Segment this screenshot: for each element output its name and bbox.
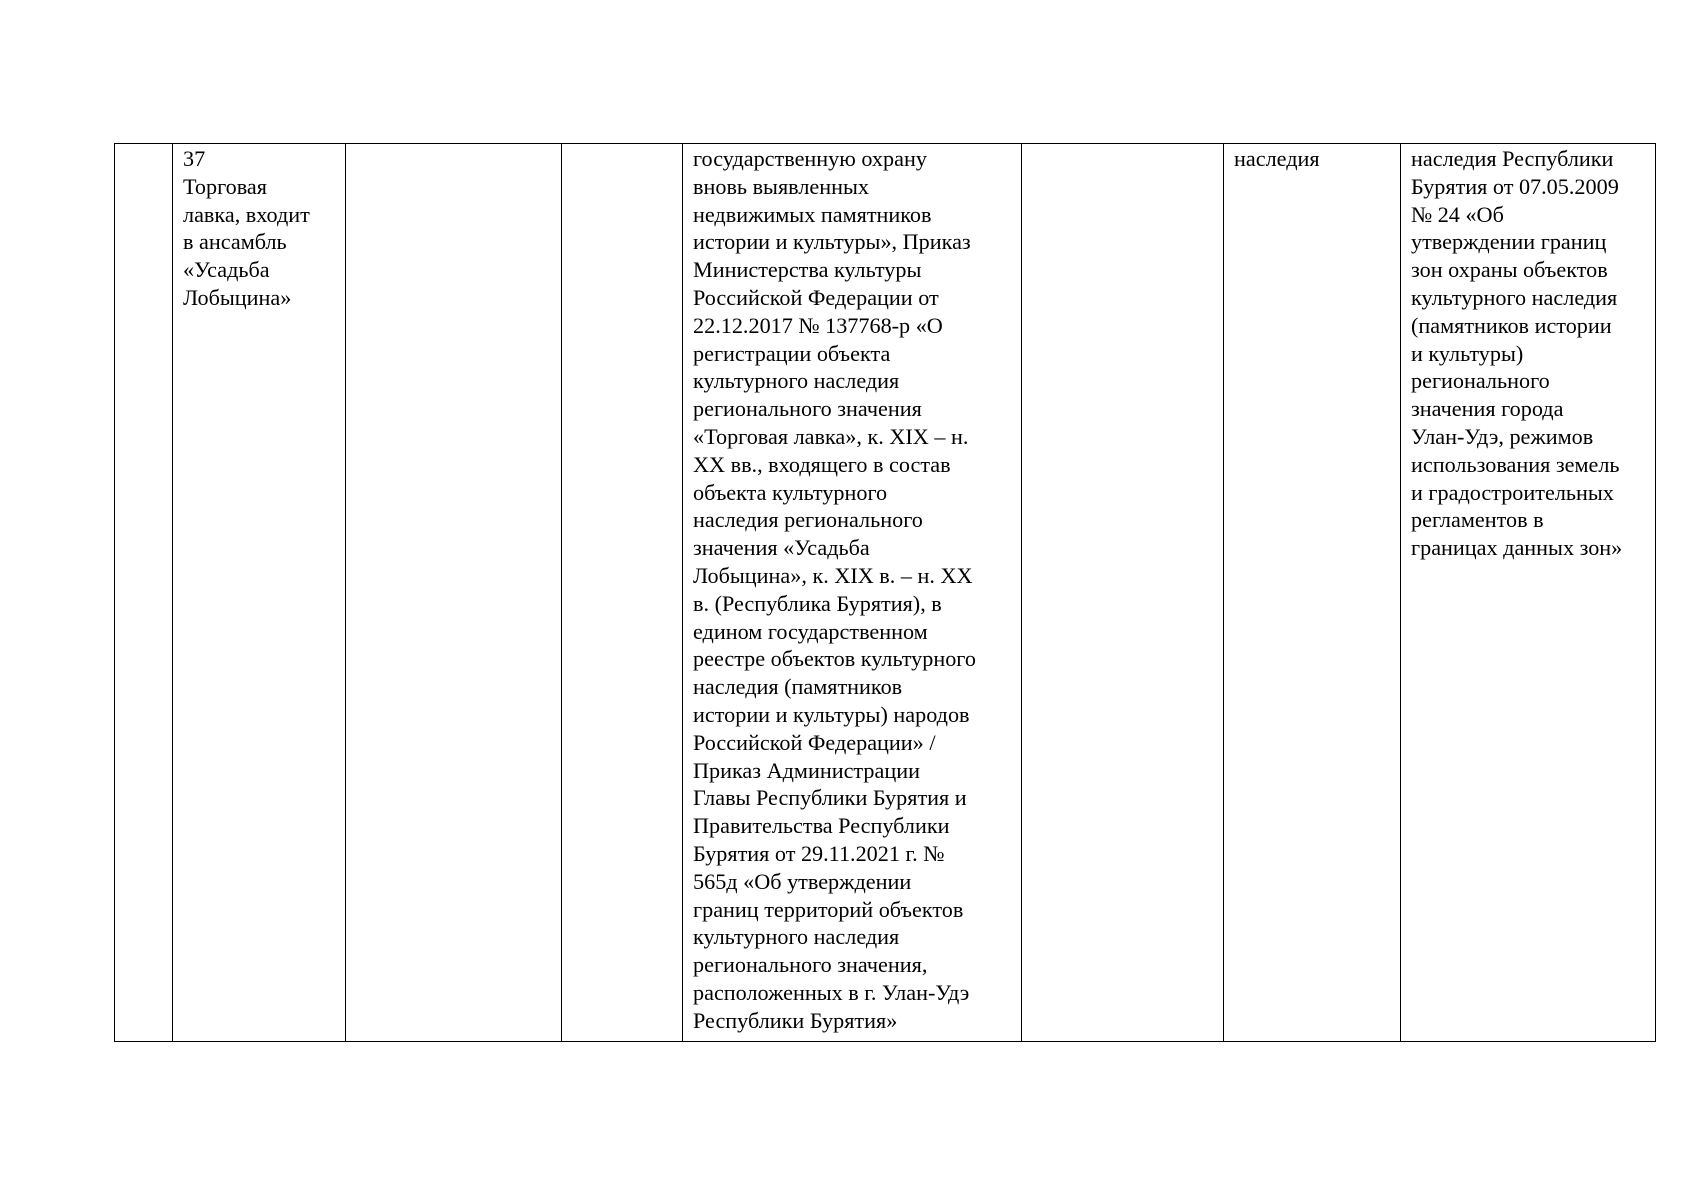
cell-text-line: утверждении границ (1411, 229, 1607, 255)
cell-text-line: регионального значения, (693, 952, 928, 978)
cell-text-line: Лобыцина», к. XIX в. – н. XX (693, 562, 973, 588)
table-cell-object-name (173, 144, 346, 1042)
cell-text-line: наследия Республики (1411, 146, 1614, 171)
cell-text-line: регламентов в (1411, 507, 1544, 533)
cell-text-line: недвижимых памятников (693, 201, 932, 227)
cell-text-line: границ территорий объектов (693, 896, 964, 922)
cell-text-line: регионального значения (693, 396, 922, 422)
cell-text-line: культурного наследия (693, 924, 900, 950)
cell-text-line: Торговая (183, 173, 267, 199)
cell-text-line: в ансамбль (183, 229, 287, 255)
cell-text-line: культурного наследия (1411, 284, 1618, 310)
cell-text-line: Бурятия от 07.05.2009 (1411, 173, 1619, 199)
cell-text-line: в. (Республика Бурятия), в (693, 590, 942, 616)
cell-text-line: Бурятия от 29.11.2021 г. № (693, 840, 945, 866)
cell-text-line: Республики Бурятия» (693, 1007, 898, 1033)
cell-text-line: Правительства Республики (693, 813, 950, 839)
cell-text-line: наследия (памятников (693, 674, 903, 700)
table-cell-protection-zones (1401, 144, 1656, 1042)
cell-text-line: Приказ Администрации (693, 757, 920, 783)
cell-text-line: 22.12.2017 № 137768-р «О (693, 312, 943, 338)
cell-text-line: регионального (1411, 368, 1550, 394)
table-row (115, 144, 1656, 1042)
cell-text-line: XX вв., входящего в состав (693, 451, 951, 477)
cell-text-line: и градостроительных (1411, 479, 1614, 505)
table-cell-number (115, 144, 173, 1042)
cell-text-line: истории и культуры) народов (693, 701, 970, 727)
cell-text-line: наследия регионального (693, 507, 923, 533)
cell-text-line: наследия (1234, 146, 1320, 171)
table-cell-empty (1022, 144, 1224, 1042)
cell-text-line: 37 (183, 146, 206, 171)
cell-text-line: № 24 «Об (1411, 201, 1504, 227)
cell-text-line: использования земель (1411, 451, 1620, 477)
table-cell-legal-basis (683, 144, 1022, 1042)
cell-text-line: значения города (1411, 396, 1564, 422)
cell-text-line: «Усадьба (183, 257, 270, 283)
cell-text-line: «Торговая лавка», к. XIX – н. (693, 423, 969, 449)
cell-text-line: лавка, входит (183, 201, 310, 227)
cell-text-line: границах данных зон» (1411, 535, 1623, 561)
cell-text-line: культурного наследия (693, 368, 900, 394)
cell-text-line: 565д «Об утверждении (693, 868, 912, 894)
cell-text-line: государственную охрану (693, 146, 927, 171)
cell-text-line: объекта культурного (693, 479, 888, 505)
cell-text-line: истории и культуры», Приказ (693, 229, 971, 255)
table-cell-empty (562, 144, 683, 1042)
table-cell-category (1224, 144, 1401, 1042)
table-cell-address (346, 144, 562, 1042)
cell-text-line: вновь выявленных (693, 173, 870, 199)
cell-text-line: и культуры) (1411, 340, 1524, 366)
cell-text-line: Главы Республики Бурятия и (693, 785, 967, 811)
cell-text-line: Лобыцина» (183, 284, 292, 310)
cell-text-line: (памятников истории (1411, 312, 1612, 338)
cell-text-line: едином государственном (693, 618, 928, 644)
cell-text-line: регистрации объекта (693, 340, 891, 366)
cell-text-line: реестре объектов культурного (693, 646, 976, 672)
cell-text-line: Российской Федерации от (693, 284, 939, 310)
cell-text-line: расположенных в г. Улан-Удэ (693, 979, 970, 1005)
cell-text-line: Улан-Удэ, режимов (1411, 423, 1594, 449)
cell-text-line: зон охраны объектов (1411, 257, 1608, 283)
cell-text-line: Министерства культуры (693, 257, 922, 283)
cell-text-line: значения «Усадьба (693, 535, 870, 561)
document-table (114, 143, 1656, 1042)
cell-text-line: Российской Федерации» / (693, 729, 936, 755)
